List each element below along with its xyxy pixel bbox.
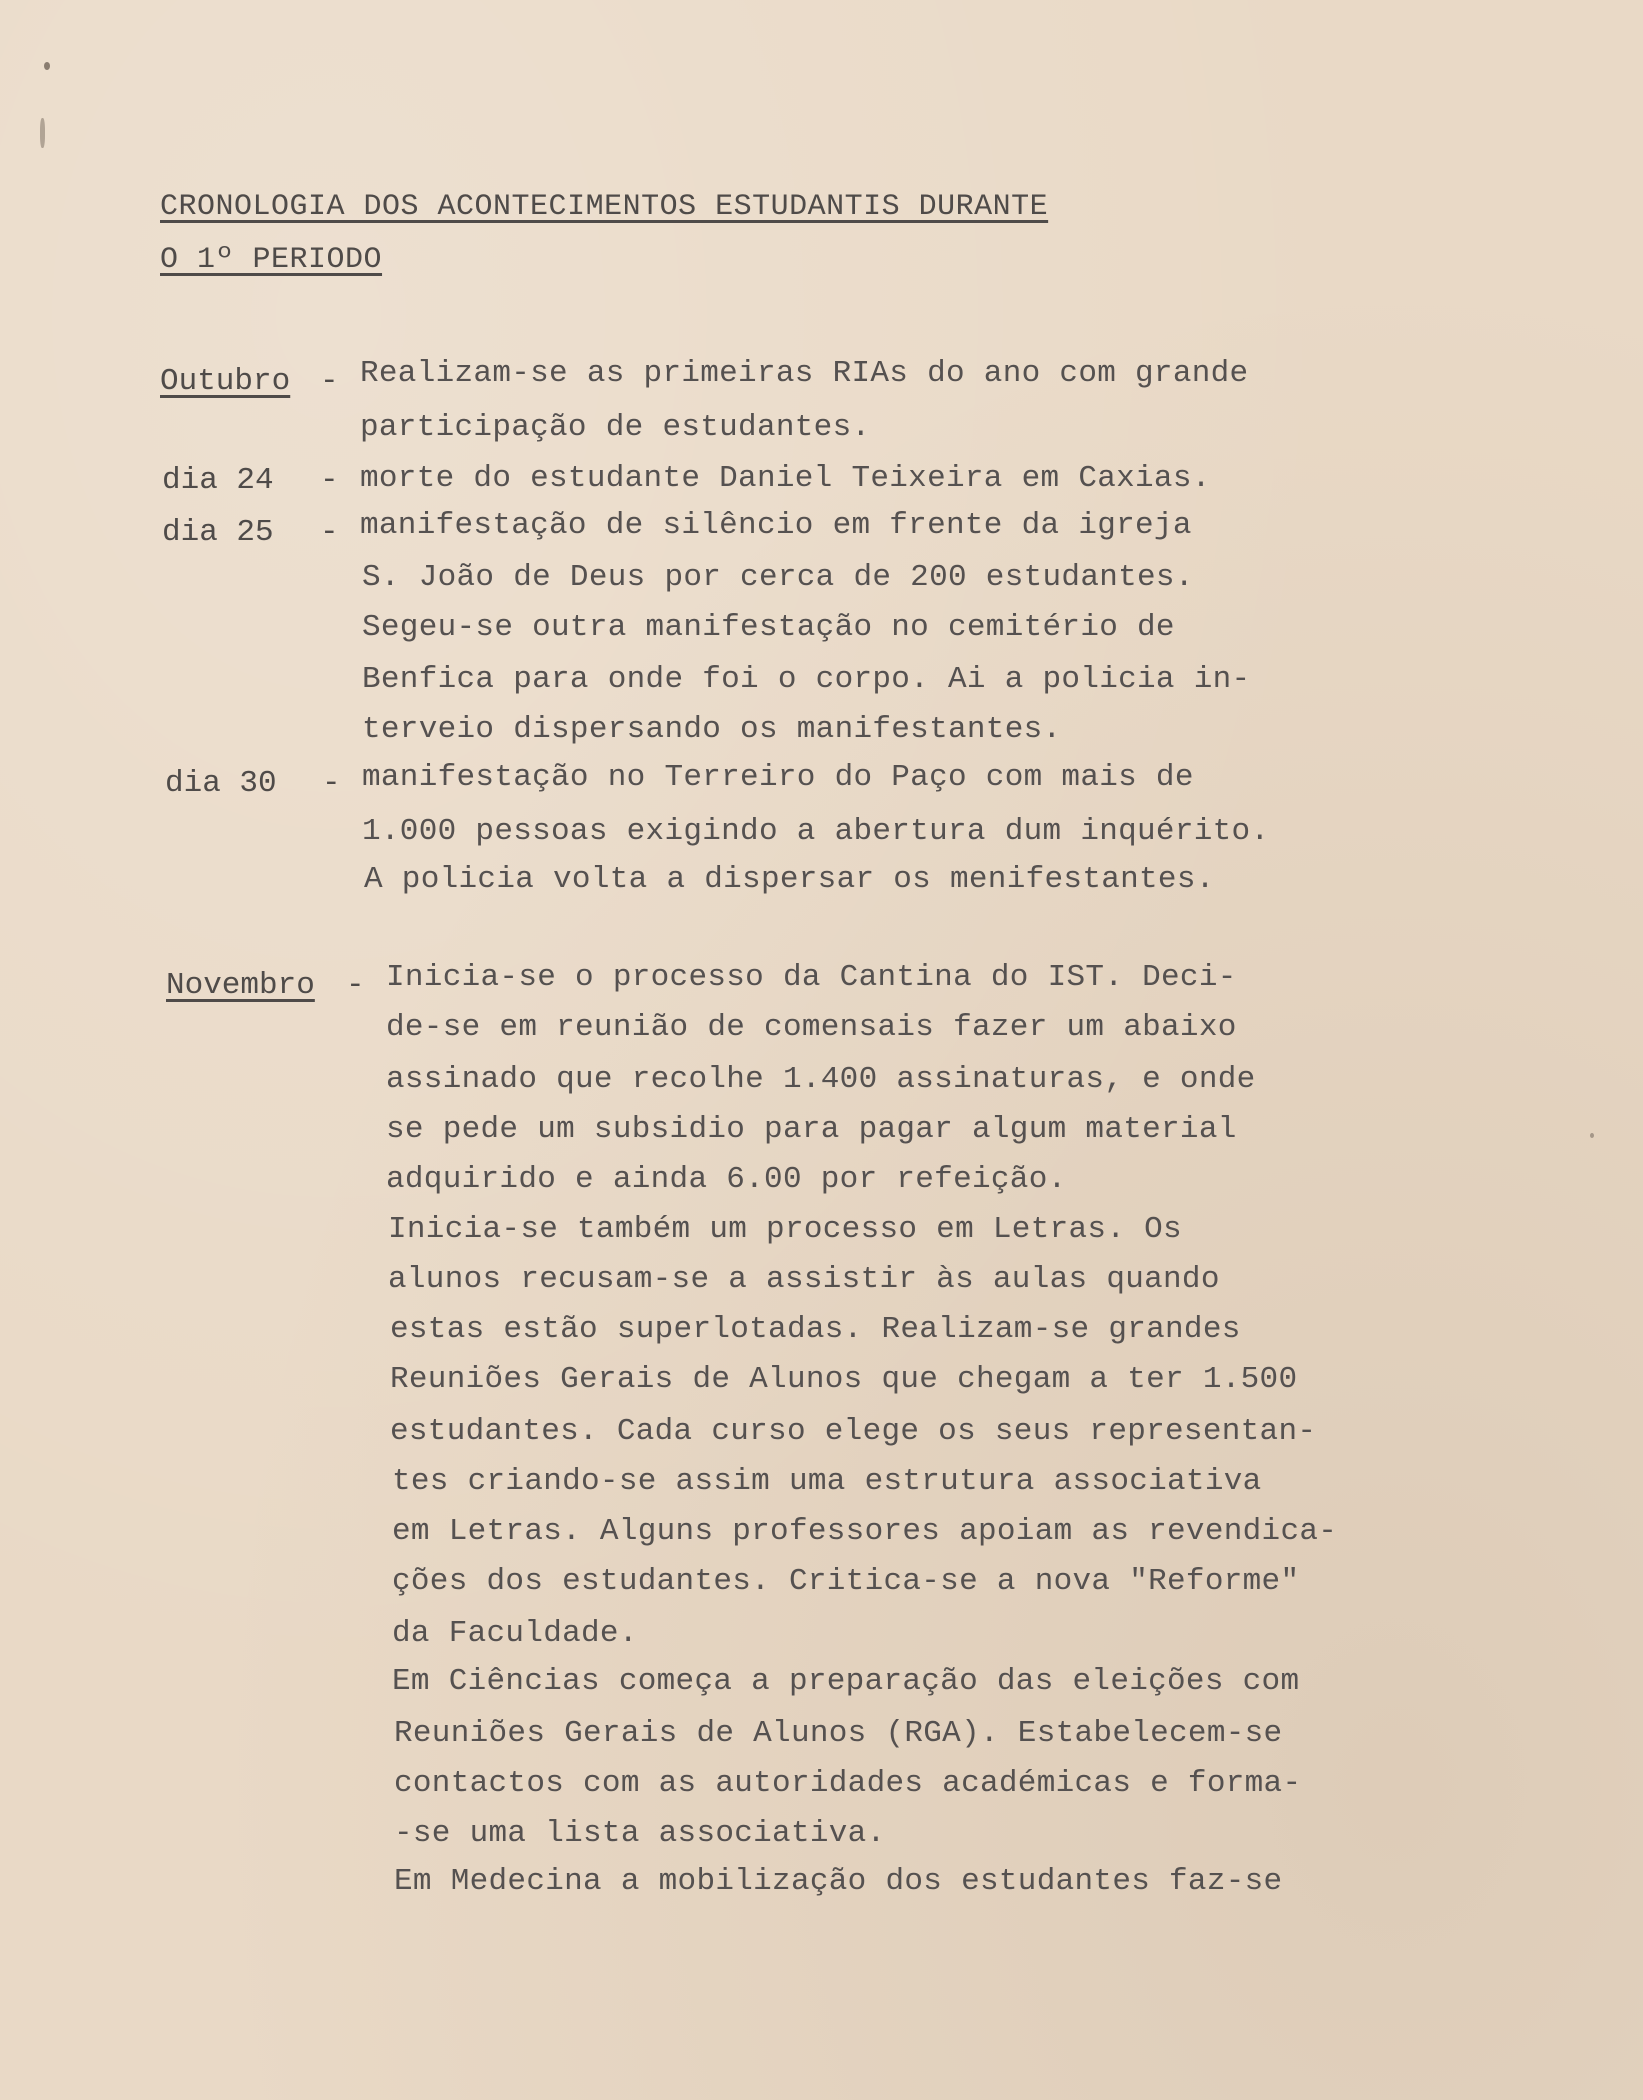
document-title-line1: CRONOLOGIA DOS ACONTECIMENTOS ESTUDANTIS DURANTE — [160, 190, 1049, 224]
entry-line: contactos com as autoridades académicas e forma- — [394, 1766, 1302, 1801]
entry-line: participação de estudantes. — [360, 410, 871, 445]
entry-line: manifestação de silêncio em frente da igreja — [360, 508, 1192, 543]
entry-line: Segeu-se outra manifestação no cemitério de — [362, 610, 1175, 645]
paper-mark — [1590, 1133, 1594, 1138]
entry-label: Novembro — [166, 968, 315, 1003]
entry-dash: - — [322, 766, 341, 801]
entry-line: se pede um subsidio para pagar algum material — [386, 1112, 1237, 1147]
entry-line: ções dos estudantes. Critica-se a nova "Reforme" — [392, 1564, 1300, 1599]
entry-line: alunos recusam-se a assistir às aulas quando — [388, 1262, 1220, 1297]
entry-line: manifestação no Terreiro do Paço com mais de — [362, 760, 1194, 795]
entry-line: assinado que recolhe 1.400 assinaturas, e onde — [386, 1062, 1256, 1097]
entry-line: 1.000 pessoas exigindo a abertura dum inquérito. — [362, 814, 1270, 849]
document-title-line2: O 1º PERIODO — [160, 243, 383, 277]
paper-mark — [40, 118, 45, 148]
entry-line: tes criando-se assim uma estrutura associativa — [392, 1464, 1262, 1499]
entry-line: Reuniões Gerais de Alunos (RGA). Estabelecem-se — [394, 1716, 1283, 1751]
entry-dash: - — [320, 364, 339, 399]
entry-line: S. João de Deus por cerca de 200 estudantes. — [362, 560, 1194, 595]
paper-mark — [44, 62, 50, 70]
entry-line: Inicia-se também um processo em Letras. Os — [388, 1212, 1182, 1247]
entry-label: Outubro — [160, 364, 291, 399]
entry-line: Reuniões Gerais de Alunos que chegam a ter 1.500 — [390, 1362, 1298, 1397]
entry-label: dia 25 — [162, 515, 274, 550]
entry-line: -se uma lista associativa. — [394, 1816, 886, 1851]
entry-line: em Letras. Alguns professores apoiam as revendica- — [392, 1514, 1338, 1549]
entry-label: dia 30 — [165, 766, 277, 801]
entry-line: Benfica para onde foi o corpo. Ai a policia in- — [362, 662, 1251, 697]
entry-line: adquirido e ainda 6.00 por refeição. — [386, 1162, 1067, 1197]
entry-line: estudantes. Cada curso elege os seus representan- — [390, 1414, 1317, 1449]
entry-line: da Faculdade. — [392, 1616, 638, 1651]
entry-line: Inicia-se o processo da Cantina do IST. Deci- — [386, 960, 1237, 995]
entry-line: A policia volta a dispersar os menifestantes. — [364, 862, 1215, 897]
entry-line: estas estão superlotadas. Realizam-se grandes — [390, 1312, 1241, 1347]
entry-line: morte do estudante Daniel Teixeira em Caxias. — [360, 461, 1211, 496]
entry-dash: - — [320, 463, 339, 498]
entry-dash: - — [320, 515, 339, 550]
entry-line: Realizam-se as primeiras RIAs do ano com grande — [360, 356, 1249, 391]
entry-label: dia 24 — [162, 463, 274, 498]
entry-line: de-se em reunião de comensais fazer um abaixo — [386, 1010, 1237, 1045]
entry-line: terveio dispersando os manifestantes. — [362, 712, 1062, 747]
entry-line: Em Ciências começa a preparação das eleições com — [392, 1664, 1300, 1699]
entry-line: Em Medecina a mobilização dos estudantes faz-se — [394, 1864, 1283, 1899]
entry-dash: - — [346, 968, 365, 1003]
